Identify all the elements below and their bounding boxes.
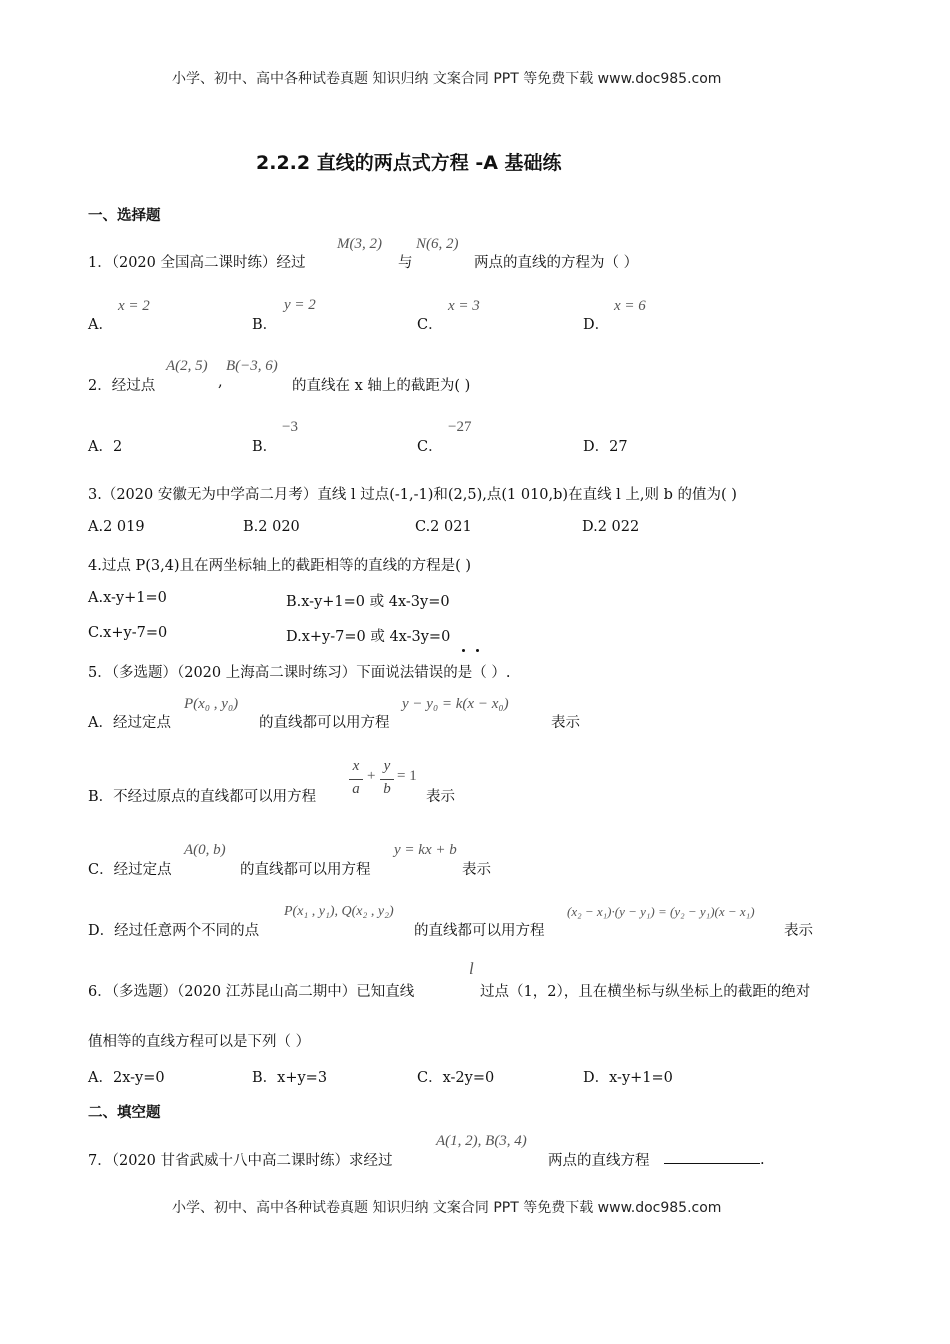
q6-stem-c: 值相等的直线方程可以是下列（ ） bbox=[88, 1034, 311, 1050]
q1-label-d: D． bbox=[583, 317, 610, 333]
q4-option-b: B.x-y+1=0 或 4x-3y=0 bbox=[286, 594, 450, 610]
q6-option-b: B．x+y=3 bbox=[252, 1070, 328, 1086]
q7-stem-b: 两点的直线方程 bbox=[548, 1153, 650, 1169]
q1-option-c: x = 3 bbox=[448, 298, 480, 314]
q7-stem-a: 7．（2020 甘省武威十八中高二课时练）求经过 bbox=[88, 1153, 393, 1169]
q2-label-c: C． bbox=[417, 439, 443, 455]
q5-b-numerator-y: y bbox=[383, 758, 391, 774]
q6-stem-a: 6．（多选题）（2020 江苏昆山高二期中）已知直线 bbox=[88, 984, 415, 1000]
q1-stem-b: 两点的直线的方程为（ ） bbox=[474, 255, 639, 271]
q2-comma: , bbox=[218, 374, 223, 390]
q1-point-m: M(3, 2) bbox=[337, 236, 382, 252]
q4-option-a: A.x-y+1=0 bbox=[88, 590, 167, 606]
q4-option-c: C.x+y-7=0 bbox=[88, 625, 168, 641]
q3-option-d: D.2 022 bbox=[582, 519, 640, 535]
q5-d-post: 表示 bbox=[784, 923, 813, 939]
q5-c-post: 表示 bbox=[462, 862, 491, 878]
q2-option-a: A．2 bbox=[88, 439, 123, 455]
q3-option-a: A.2 019 bbox=[88, 519, 145, 535]
emphasis-dot bbox=[476, 649, 479, 652]
q2-point-b: B(−3, 6) bbox=[226, 358, 278, 374]
page-header: 小学、初中、高中各种试卷真题 知识归纳 文案合同 PPT 等免费下载 www.doc985.com bbox=[172, 71, 722, 87]
q2-option-d: D．27 bbox=[583, 439, 628, 455]
q5-c-pre: C．经过定点 bbox=[88, 862, 172, 878]
section-fill-heading: 二、填空题 bbox=[88, 1105, 161, 1121]
page-title: 2.2.2 直线的两点式方程 -A 基础练 bbox=[256, 152, 562, 174]
q2-stem-b: 的直线在 x 轴上的截距为( ) bbox=[292, 378, 471, 394]
q5-a-post: 表示 bbox=[551, 715, 580, 731]
q7-points: A(1, 2), B(3, 4) bbox=[436, 1133, 527, 1149]
q6-option-c: C．x-2y=0 bbox=[417, 1070, 495, 1086]
q5-a-pre: A．经过定点 bbox=[88, 715, 171, 731]
fraction-bar bbox=[380, 779, 394, 780]
q1-option-d: x = 6 bbox=[614, 298, 646, 314]
emphasis-dot bbox=[462, 649, 465, 652]
q2-stem-a: 2．经过点 bbox=[88, 378, 156, 394]
q5-stem: 5．（多选题）（2020 上海高二课时练习）下面说法错误的是（ ）. bbox=[88, 665, 511, 681]
q5-b-equals: = 1 bbox=[397, 768, 417, 784]
q5-d-pre: D．经过任意两个不同的点 bbox=[88, 923, 260, 939]
q7-answer-blank[interactable] bbox=[664, 1149, 765, 1168]
q5-b-denominator-a: a bbox=[352, 781, 360, 797]
q6-line-l: l bbox=[469, 959, 474, 978]
q5-a-point: P(x₀ , y₀) bbox=[184, 696, 239, 712]
q3-option-c: C.2 021 bbox=[415, 519, 472, 535]
q4-option-d: D.x+y-7=0 或 4x-3y=0 bbox=[286, 629, 451, 645]
q5-d-equation: (x₂ − x₁)·(y − y₁) = (y₂ − y₁)(x − x₁) bbox=[567, 904, 755, 919]
q4-stem: 4.过点 P(3,4)且在两坐标轴上的截距相等的直线的方程是( ) bbox=[88, 558, 471, 574]
q1-stem-a: 1．（2020 全国高二课时练）经过 bbox=[88, 255, 306, 271]
q1-option-b: y = 2 bbox=[284, 297, 316, 313]
q1-point-n: N(6, 2) bbox=[416, 236, 459, 252]
q2-option-c: −27 bbox=[448, 419, 472, 435]
q1-option-a: x = 2 bbox=[118, 298, 150, 314]
q5-c-mid: 的直线都可以用方程 bbox=[240, 862, 371, 878]
q5-d-points: P(x₁ , y₁), Q(x₂ , y₂) bbox=[284, 904, 394, 919]
q5-a-equation: y − y₀ = k(x − x₀) bbox=[402, 696, 509, 712]
q1-label-c: C． bbox=[417, 317, 443, 333]
q7-end: . bbox=[760, 1152, 765, 1168]
section-choice-heading: 一、选择题 bbox=[88, 208, 161, 224]
q1-label-b: B． bbox=[252, 317, 278, 333]
q5-c-equation: y = kx + b bbox=[394, 842, 457, 858]
q3-stem: 3.（2020 安徽无为中学高二月考）直线 l 过点(-1,-1)和(2,5),点(1 010,b)在直线 l 上,则 b 的值为( ) bbox=[88, 487, 737, 503]
q5-b-pre: B．不经过原点的直线都可以用方程 bbox=[88, 789, 317, 805]
q2-label-b: B． bbox=[252, 439, 278, 455]
q1-stem-mid: 与 bbox=[398, 255, 413, 271]
q6-stem-b: 过点（1，2），且在横坐标与纵坐标上的截距的绝对 bbox=[480, 984, 811, 1000]
q1-label-a: A． bbox=[88, 317, 113, 333]
q6-option-a: A．2x-y=0 bbox=[88, 1070, 165, 1086]
fraction-bar bbox=[349, 779, 363, 780]
q5-a-mid: 的直线都可以用方程 bbox=[259, 715, 390, 731]
q6-option-d: D．x-y+1=0 bbox=[583, 1070, 673, 1086]
q5-d-mid: 的直线都可以用方程 bbox=[414, 923, 545, 939]
q5-b-plus: + bbox=[367, 768, 376, 784]
q5-b-numerator-x: x bbox=[352, 758, 360, 774]
q2-option-b: −3 bbox=[282, 419, 298, 435]
page-footer: 小学、初中、高中各种试卷真题 知识归纳 文案合同 PPT 等免费下载 www.doc985.com bbox=[172, 1200, 722, 1216]
q5-b-post: 表示 bbox=[426, 789, 455, 805]
q5-c-point: A(0, b) bbox=[184, 842, 226, 858]
q2-point-a: A(2, 5) bbox=[166, 358, 208, 374]
q3-option-b: B.2 020 bbox=[243, 519, 300, 535]
q5-b-denominator-b: b bbox=[383, 781, 391, 797]
